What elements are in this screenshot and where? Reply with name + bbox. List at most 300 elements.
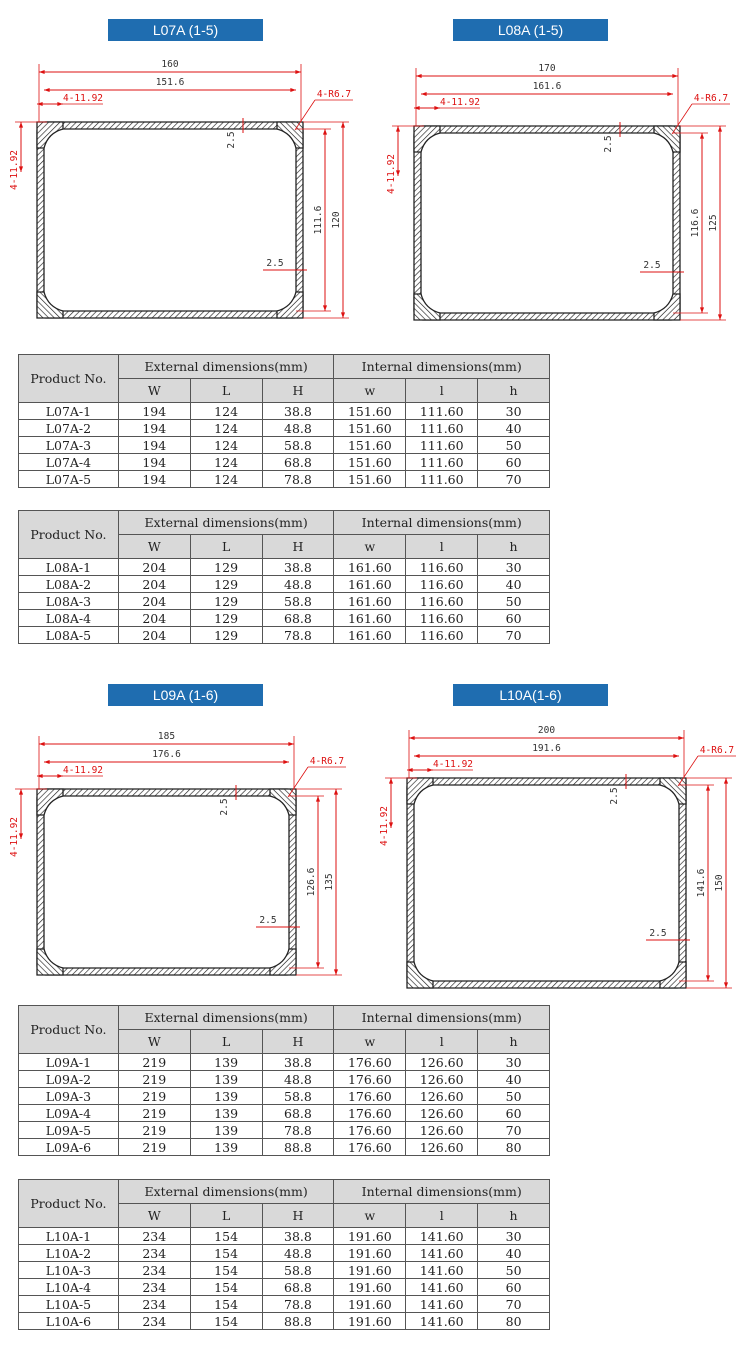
table-cell: 176.60 (334, 1139, 406, 1156)
table-cell: 219 (118, 1071, 190, 1088)
wall-side-label: 2.5 (649, 928, 667, 939)
table-cell: 78.8 (262, 1296, 334, 1313)
column-header: w (334, 1030, 406, 1054)
table-cell: L10A-5 (19, 1296, 119, 1313)
table-cell: 219 (118, 1122, 190, 1139)
corner-boss (414, 126, 440, 152)
table-cell: 161.60 (334, 559, 406, 576)
table-cell: 80 (478, 1313, 550, 1330)
inner-height-dimension-arrowhead (706, 975, 710, 981)
internal-dimensions-header: Internal dimensions(mm) (334, 1006, 550, 1030)
table-cell: 194 (118, 420, 190, 437)
table-cell: 204 (118, 576, 190, 593)
corner-boss (654, 126, 680, 152)
product-no-header: Product No. (19, 511, 119, 559)
table-cell: 154 (190, 1279, 262, 1296)
table-row (19, 559, 550, 576)
table-cell: 204 (118, 610, 190, 627)
table-cell: 139 (190, 1105, 262, 1122)
corner-height-dimension-arrowhead (19, 789, 23, 795)
internal-dimensions-header: Internal dimensions(mm) (334, 1180, 550, 1204)
table-cell: 219 (118, 1088, 190, 1105)
radius-label: 4-R6.7 (699, 745, 735, 756)
table-cell: 60 (478, 454, 550, 471)
corner-boss (660, 962, 686, 988)
wall-side-label: 2.5 (259, 915, 277, 926)
corner-height-dimension-arrowhead (19, 122, 23, 128)
table-cell: 116.60 (406, 593, 478, 610)
table-cell: 191.60 (334, 1245, 406, 1262)
table-cell: 126.60 (406, 1105, 478, 1122)
column-header: l (406, 535, 478, 559)
outer-height-dimension-arrowhead (718, 314, 722, 320)
dimensions-table-l10a (18, 1179, 550, 1342)
table-cell: 151.60 (334, 471, 406, 488)
table-cell: 78.8 (262, 627, 334, 644)
table-cell: L08A-3 (19, 593, 119, 610)
table-cell: 176.60 (334, 1105, 406, 1122)
corner-boss (37, 949, 63, 975)
inner-height-dimension-arrowhead (323, 129, 327, 135)
table-cell: 30 (478, 1054, 550, 1071)
outer-height-label: 125 (708, 214, 719, 232)
outer-width-dimension-arrowhead (295, 70, 301, 74)
table-cell: 139 (190, 1054, 262, 1071)
outer-height-dimension-arrowhead (341, 312, 345, 318)
corner-boss (654, 294, 680, 320)
corner-boss (37, 122, 63, 148)
table-cell: 151.60 (334, 454, 406, 471)
table-cell: L09A-5 (19, 1122, 119, 1139)
inner-width-dimension-arrowhead (44, 88, 50, 92)
table-cell: 176.60 (334, 1054, 406, 1071)
table-cell: 129 (190, 576, 262, 593)
table-cell: 111.60 (406, 420, 478, 437)
table-cell: 38.8 (262, 559, 334, 576)
table-cell: 126.60 (406, 1139, 478, 1156)
table-cell: 191.60 (334, 1279, 406, 1296)
outer-height-label: 135 (324, 873, 335, 891)
table-cell: 204 (118, 559, 190, 576)
enclosure-wall (414, 126, 680, 320)
table-cell: 194 (118, 454, 190, 471)
outer-height-dimension-arrowhead (334, 789, 338, 795)
table-cell: 40 (478, 576, 550, 593)
inner-height-dimension-arrowhead (316, 962, 320, 968)
table-cell: L09A-4 (19, 1105, 119, 1122)
table-cell: L10A-4 (19, 1279, 119, 1296)
table-cell: 191.60 (334, 1296, 406, 1313)
column-header: L (190, 379, 262, 403)
table-row (19, 1262, 550, 1279)
table-row (19, 1105, 550, 1122)
table-cell: 48.8 (262, 1245, 334, 1262)
table-cell: L08A-2 (19, 576, 119, 593)
radius-leader (295, 100, 315, 130)
outer-height-dimension-arrowhead (724, 982, 728, 988)
column-header: l (406, 1204, 478, 1228)
table-cell: 139 (190, 1071, 262, 1088)
table-cell: L09A-3 (19, 1088, 119, 1105)
table-cell: 30 (478, 1228, 550, 1245)
table-cell: 38.8 (262, 1228, 334, 1245)
table-cell: L07A-3 (19, 437, 119, 454)
inner-width-dimension-arrowhead (421, 92, 427, 96)
outer-height-dimension-arrowhead (341, 122, 345, 128)
table-cell: 124 (190, 420, 262, 437)
table-row (19, 627, 550, 644)
table-cell: 70 (478, 471, 550, 488)
corner-height-label: 4-11.92 (9, 149, 20, 191)
table-cell: 124 (190, 471, 262, 488)
table-cell: 58.8 (262, 1088, 334, 1105)
table-row (19, 593, 550, 610)
table-cell: 151.60 (334, 420, 406, 437)
outer-width-dimension-arrowhead (288, 742, 294, 746)
table-cell: 88.8 (262, 1313, 334, 1330)
table-row (19, 403, 550, 420)
table-cell: 129 (190, 593, 262, 610)
table-row (19, 1122, 550, 1139)
dimensions-table-l09a (18, 1005, 550, 1168)
table-cell: 48.8 (262, 420, 334, 437)
enclosure-wall (37, 122, 303, 318)
table-cell: 116.60 (406, 559, 478, 576)
table-cell: 139 (190, 1122, 262, 1139)
table-cell: 68.8 (262, 610, 334, 627)
inner-height-dimension-arrowhead (706, 785, 710, 791)
radius-leader (288, 767, 308, 797)
table-cell: L07A-5 (19, 471, 119, 488)
table-cell: 176.60 (334, 1122, 406, 1139)
inner-width-label: 191.6 (532, 743, 561, 754)
table-cell: 194 (118, 403, 190, 420)
table-cell: 161.60 (334, 576, 406, 593)
internal-dimensions-header: Internal dimensions(mm) (334, 355, 550, 379)
corner-height-label: 4-11.92 (9, 816, 20, 858)
table-row (19, 437, 550, 454)
table-cell: 126.60 (406, 1088, 478, 1105)
table-cell: 204 (118, 627, 190, 644)
table-cell: 58.8 (262, 593, 334, 610)
outer-width-label: 170 (538, 63, 556, 74)
table-cell: 60 (478, 610, 550, 627)
table-row (19, 1296, 550, 1313)
inner-width-dimension-arrowhead (283, 760, 289, 764)
table-row (19, 1279, 550, 1296)
table-cell: 60 (478, 1105, 550, 1122)
column-header: L (190, 1204, 262, 1228)
external-dimensions-header: External dimensions(mm) (118, 1006, 334, 1030)
inner-width-label: 176.6 (152, 749, 181, 760)
table-cell: 30 (478, 403, 550, 420)
table-cell: 50 (478, 1262, 550, 1279)
table-cell: 111.60 (406, 403, 478, 420)
product-no-header: Product No. (19, 1180, 119, 1228)
inner-height-label: 111.6 (313, 205, 324, 235)
radius-label: 4-R6.7 (309, 756, 345, 767)
corner-width-dimension-arrowhead (407, 768, 413, 772)
table-cell: 141.60 (406, 1245, 478, 1262)
corner-width-label: 4-11.92 (439, 97, 481, 108)
table-cell: 219 (118, 1139, 190, 1156)
table-cell: 58.8 (262, 437, 334, 454)
external-dimensions-header: External dimensions(mm) (118, 511, 334, 535)
inner-height-dimension-arrowhead (700, 133, 704, 139)
outer-width-label: 185 (157, 731, 176, 742)
radius-label: 4-R6.7 (316, 89, 352, 100)
table-cell: L10A-3 (19, 1262, 119, 1279)
corner-width-dimension-arrowhead (414, 106, 420, 110)
column-header: h (478, 379, 550, 403)
section-title-l07a: L07A (1-5) (108, 19, 263, 41)
wall-top-label: 2.5 (609, 787, 620, 805)
table-cell: 48.8 (262, 576, 334, 593)
table-cell: 68.8 (262, 1105, 334, 1122)
table-cell: 141.60 (406, 1262, 478, 1279)
inner-height-label: 141.6 (696, 868, 707, 898)
corner-boss (277, 122, 303, 148)
wall-side-label: 2.5 (266, 258, 284, 269)
outer-width-dimension-arrowhead (672, 74, 678, 78)
corner-height-dimension-arrowhead (389, 778, 393, 784)
table-cell: 111.60 (406, 471, 478, 488)
table-row (19, 1088, 550, 1105)
outer-width-dimension-arrowhead (416, 74, 422, 78)
table-cell: 58.8 (262, 1262, 334, 1279)
table-cell: L10A-1 (19, 1228, 119, 1245)
column-header: l (406, 1030, 478, 1054)
inner-height-dimension-arrowhead (323, 305, 327, 311)
inner-height-label: 116.6 (690, 208, 701, 238)
table-cell: L10A-2 (19, 1245, 119, 1262)
table-cell: 161.60 (334, 593, 406, 610)
column-header: H (262, 1030, 334, 1054)
corner-width-label: 4-11.92 (62, 93, 104, 104)
table-cell: 129 (190, 559, 262, 576)
table-row (19, 576, 550, 593)
column-header: W (118, 379, 190, 403)
table-cell: 234 (118, 1228, 190, 1245)
table-cell: 139 (190, 1088, 262, 1105)
corner-boss (660, 778, 686, 804)
column-header: W (118, 1204, 190, 1228)
table-cell: 154 (190, 1313, 262, 1330)
table-cell: 154 (190, 1262, 262, 1279)
column-header: W (118, 535, 190, 559)
table-cell: 234 (118, 1279, 190, 1296)
table-row (19, 1245, 550, 1262)
table-cell: 154 (190, 1296, 262, 1313)
table-cell: 141.60 (406, 1279, 478, 1296)
column-header: L (190, 1030, 262, 1054)
wall-top-label: 2.5 (219, 798, 230, 816)
enclosure-wall (407, 778, 686, 988)
section-title-l10a: L10A(1-6) (453, 684, 608, 706)
table-cell: 38.8 (262, 1054, 334, 1071)
table-cell: 50 (478, 1088, 550, 1105)
column-header: H (262, 535, 334, 559)
table-cell: 116.60 (406, 610, 478, 627)
table-cell: 68.8 (262, 1279, 334, 1296)
inner-width-label: 151.6 (155, 77, 185, 88)
corner-width-dimension-arrowhead (37, 102, 43, 106)
table-cell: 129 (190, 610, 262, 627)
table-cell: L10A-6 (19, 1313, 119, 1330)
outer-height-dimension-arrowhead (724, 778, 728, 784)
table-cell: 234 (118, 1313, 190, 1330)
table-cell: 234 (118, 1296, 190, 1313)
table-cell: 219 (118, 1054, 190, 1071)
table-cell: L09A-2 (19, 1071, 119, 1088)
corner-width-label: 4-11.92 (432, 759, 474, 770)
outer-width-dimension-arrowhead (39, 742, 45, 746)
table-cell: 204 (118, 593, 190, 610)
table-cell: 141.60 (406, 1313, 478, 1330)
corner-boss (37, 292, 63, 318)
table-cell: 111.60 (406, 437, 478, 454)
table-cell: 176.60 (334, 1088, 406, 1105)
section-title-l09a: L09A (1-6) (108, 684, 263, 706)
table-cell: 126.60 (406, 1054, 478, 1071)
inner-height-dimension-arrowhead (700, 307, 704, 313)
table-cell: 116.60 (406, 627, 478, 644)
external-dimensions-header: External dimensions(mm) (118, 1180, 334, 1204)
enclosure-wall (37, 789, 296, 975)
inner-width-dimension-arrowhead (667, 92, 673, 96)
table-cell: 60 (478, 1279, 550, 1296)
corner-height-label: 4-11.92 (386, 153, 397, 195)
corner-boss (37, 789, 63, 815)
table-cell: 116.60 (406, 576, 478, 593)
table-cell: 139 (190, 1139, 262, 1156)
column-header: w (334, 379, 406, 403)
table-row (19, 420, 550, 437)
table-cell: L08A-4 (19, 610, 119, 627)
table-cell: 176.60 (334, 1071, 406, 1088)
corner-boss (270, 789, 296, 815)
table-cell: 154 (190, 1228, 262, 1245)
outer-height-label: 120 (331, 211, 342, 229)
table-row (19, 1313, 550, 1330)
table-cell: L09A-6 (19, 1139, 119, 1156)
table-cell: 151.60 (334, 403, 406, 420)
table-cell: 124 (190, 403, 262, 420)
inner-height-dimension-arrowhead (316, 796, 320, 802)
table-row (19, 1054, 550, 1071)
corner-boss (277, 292, 303, 318)
table-cell: 126.60 (406, 1071, 478, 1088)
table-row (19, 1071, 550, 1088)
column-header: h (478, 1204, 550, 1228)
column-header: l (406, 379, 478, 403)
table-cell: 194 (118, 437, 190, 454)
table-cell: 40 (478, 1245, 550, 1262)
table-cell: 70 (478, 1122, 550, 1139)
table-cell: 234 (118, 1245, 190, 1262)
corner-boss (270, 949, 296, 975)
column-header: h (478, 535, 550, 559)
table-cell: 141.60 (406, 1228, 478, 1245)
wall-side-label: 2.5 (643, 260, 661, 271)
table-cell: 111.60 (406, 454, 478, 471)
table-cell: 124 (190, 454, 262, 471)
table-row (19, 1228, 550, 1245)
table-row (19, 454, 550, 471)
table-cell: L07A-4 (19, 454, 119, 471)
table-cell: 141.60 (406, 1296, 478, 1313)
table-cell: 219 (118, 1105, 190, 1122)
section-title-l08a: L08A (1-5) (453, 19, 608, 41)
table-cell: 70 (478, 1296, 550, 1313)
table-cell: 126.60 (406, 1122, 478, 1139)
external-dimensions-header: External dimensions(mm) (118, 355, 334, 379)
corner-boss (407, 778, 433, 804)
wall-top-label: 2.5 (226, 131, 237, 149)
column-header: w (334, 1204, 406, 1228)
product-no-header: Product No. (19, 1006, 119, 1054)
outer-width-dimension-arrowhead (409, 736, 415, 740)
dimensions-table-l08a (18, 510, 550, 656)
corner-width-dimension-arrowhead (37, 774, 43, 778)
table-cell: 191.60 (334, 1262, 406, 1279)
radius-leader (678, 756, 698, 786)
table-cell: 191.60 (334, 1228, 406, 1245)
column-header: W (118, 1030, 190, 1054)
table-cell: 40 (478, 420, 550, 437)
table-cell: 161.60 (334, 627, 406, 644)
table-cell: 234 (118, 1262, 190, 1279)
outer-height-dimension-arrowhead (334, 969, 338, 975)
table-row (19, 1139, 550, 1156)
table-cell: 50 (478, 593, 550, 610)
outer-width-dimension-arrowhead (678, 736, 684, 740)
table-cell: L08A-1 (19, 559, 119, 576)
table-row (19, 610, 550, 627)
inner-width-dimension-arrowhead (414, 754, 420, 758)
table-cell: 70 (478, 627, 550, 644)
corner-height-dimension-arrowhead (396, 126, 400, 132)
table-cell: L08A-5 (19, 627, 119, 644)
column-header: w (334, 535, 406, 559)
column-header: H (262, 1204, 334, 1228)
inner-height-label: 126.6 (306, 867, 317, 897)
column-header: h (478, 1030, 550, 1054)
radius-label: 4-R6.7 (693, 93, 729, 104)
corner-boss (407, 962, 433, 988)
table-cell: 50 (478, 437, 550, 454)
corner-height-label: 4-11.92 (379, 805, 390, 847)
table-cell: 88.8 (262, 1139, 334, 1156)
table-row (19, 471, 550, 488)
corner-width-label: 4-11.92 (62, 765, 104, 776)
table-cell: 38.8 (262, 403, 334, 420)
internal-dimensions-header: Internal dimensions(mm) (334, 511, 550, 535)
table-cell: 40 (478, 1071, 550, 1088)
column-header: L (190, 535, 262, 559)
table-cell: 30 (478, 559, 550, 576)
table-cell: 124 (190, 437, 262, 454)
table-cell: 191.60 (334, 1313, 406, 1330)
table-cell: 194 (118, 471, 190, 488)
table-cell: 154 (190, 1245, 262, 1262)
table-cell: L07A-1 (19, 403, 119, 420)
table-cell: 151.60 (334, 437, 406, 454)
table-cell: 161.60 (334, 610, 406, 627)
radius-leader (672, 104, 692, 134)
inner-width-dimension-arrowhead (673, 754, 679, 758)
outer-height-dimension-arrowhead (718, 126, 722, 132)
